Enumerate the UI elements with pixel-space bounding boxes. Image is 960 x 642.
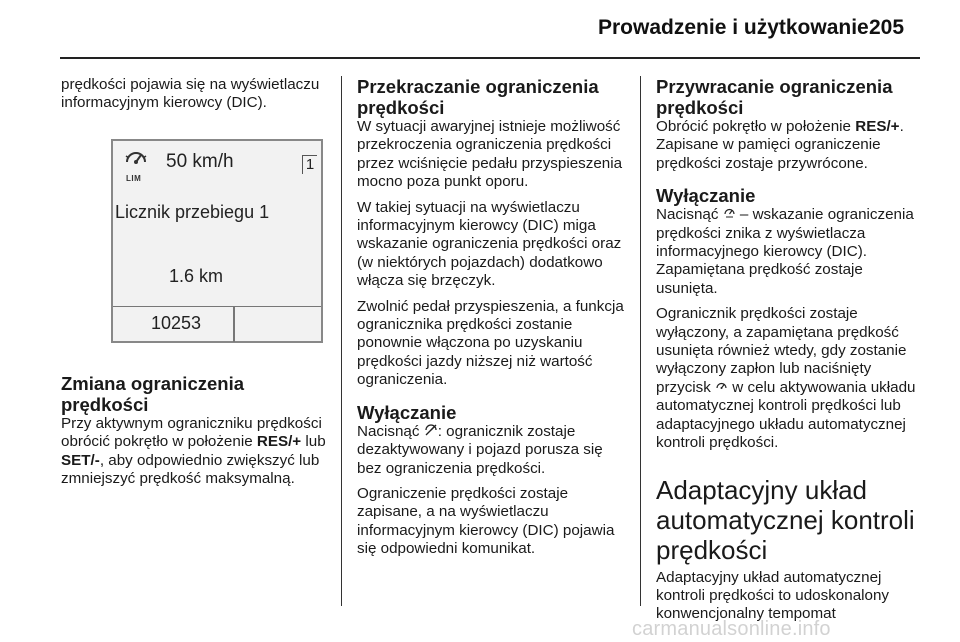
dic-odometer-divider (233, 307, 235, 342)
column-divider-1 (341, 76, 342, 606)
cancel-icon (424, 424, 438, 436)
column-1 (61, 76, 327, 495)
heading-deactivate: Wyłączanie (357, 401, 457, 423)
dic-lim-label: LIM (126, 173, 142, 183)
exceed-paragraph-1: W sytuacji awaryjnej istnieje możliwość przekroczenia ograniczenia prędkości przez wciśnięcie pedału przyspieszenia mocno poza punkt oporu. (357, 118, 623, 191)
dic-page-indicator: 1 (302, 155, 317, 174)
column-3 (656, 76, 926, 631)
dic-trip-value: 1.6 km (169, 265, 224, 286)
exceed-paragraph-3: Zwolnić pedał przyspieszenia, a funkcja ogranicznika prędkości zostanie ponownie włączona po uzyskaniu prędkości jazdy niższej niż wartość ograniczenia. (357, 297, 624, 389)
speed-limiter-icon (723, 206, 736, 219)
watermark: carmanualsonline.info (632, 618, 831, 640)
speed-limiter-icon (123, 148, 149, 172)
dic-speed-value: 50 km/h (166, 150, 234, 172)
deactivate-paragraph-2: Ograniczenie prędkości zostaje zapisane, a na wyświetlaczu informacyjnym kierowcy (DIC) pojawia się odpowiedni komunikat. (357, 484, 615, 558)
header-divider (60, 57, 920, 59)
heading-exceed-limit: Przekraczanie ograniczenia prędkości (357, 76, 599, 118)
column-divider-2 (640, 76, 641, 606)
intro-paragraph: prędkości pojawia się na wyświetlaczu informacyjnym kierowcy (DIC). (61, 76, 320, 112)
exceed-paragraph-2: W takiej sytuacji na wyświetlaczu informacyjnym kierowcy (DIC) miga wskazanie ograniczenia prędkości oraz (w niektórych pojazdach) dodatkowo włącza się brzęczyk. (357, 198, 622, 290)
adaptive-cruise-paragraph: Adaptacyjny układ automatycznej kontroli prędkości to udoskonalony konwencjonalny tempomat (656, 568, 890, 623)
switch-off-paragraph-2: Ogranicznik prędkości zostaje wyłączony, a zapamiętana prędkość usunięta również wtedy, gdy zostanie wyłączony zapłon lub naciśnięty przycisk w celu aktywowania układu automatycznej kontroli prędkości lub adaptacyjnego układu automatycznej kontroli prędkości. (656, 305, 916, 452)
change-limit-paragraph: Przy aktywnym ograniczniku prędkości obrócić pokrętło w położenie RES/+ lub SET/-, aby odpowiednio zwiększyć lub zmniejszyć prędkość maksymalną. (61, 414, 326, 488)
page-number: 205 (869, 16, 905, 39)
switch-off-paragraph-1: Nacisnąć – wskazanie ograniczenia prędkości znika z wyświetlacza informacyjnego kierowcy (DIC). Zapamiętana prędkość zostaje usunięta. (656, 206, 914, 297)
heading-switch-off: Wyłączanie (656, 185, 756, 207)
heading-adaptive-cruise: Adaptacyjny układ automatycznej kontroli prędkości (656, 474, 915, 565)
dic-odometer-value: 10253 (151, 312, 202, 333)
dic-odometer-row (113, 306, 321, 342)
cruise-control-icon (715, 379, 728, 392)
heading-change-limit: Zmiana ograniczenia prędkości (61, 372, 244, 415)
dic-trip-label: Licznik przebiegu 1 (115, 201, 270, 222)
dic-display-illustration (111, 139, 323, 343)
heading-restore-limit: Przywracanie ograniczenia prędkości (656, 76, 893, 118)
restore-paragraph: Obrócić pokrętło w położenie RES/+. Zapisane w pamięci ograniczenie prędkości zostaje przywrócone. (656, 118, 904, 172)
deactivate-paragraph-1: Nacisnąć : ogranicznik zostaje dezaktywowany i pojazd porusza się bez ograniczenia prędkości. (357, 422, 603, 477)
column-2 (357, 76, 627, 566)
page-title: Prowadzenie i użytkowanie (598, 16, 869, 39)
